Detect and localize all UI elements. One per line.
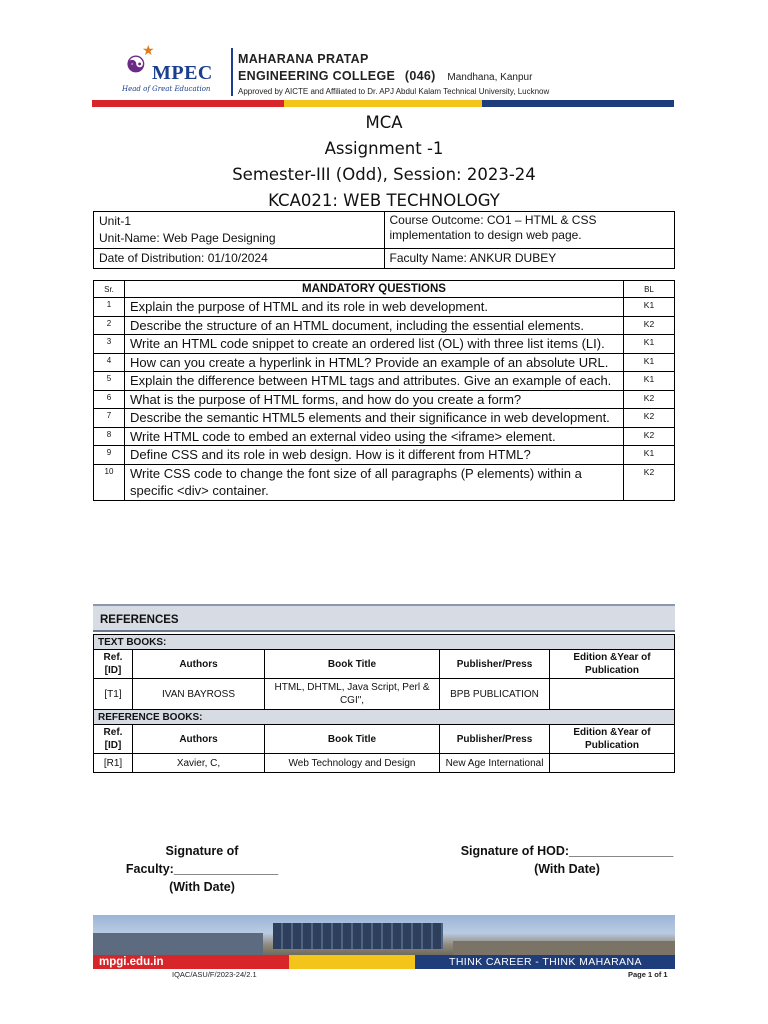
question-text: Explain the purpose of HTML and its role in web development. bbox=[125, 298, 624, 317]
question-number: 2 bbox=[94, 316, 125, 335]
question-row bbox=[94, 353, 675, 372]
question-number: 5 bbox=[94, 372, 125, 391]
college-name-line1: MAHARANA PRATAP bbox=[238, 52, 369, 66]
question-row bbox=[94, 390, 675, 409]
document-code: IQAC/ASU/F/2023-24/2.1 bbox=[172, 970, 257, 979]
question-number: 3 bbox=[94, 335, 125, 354]
question-row bbox=[94, 335, 675, 354]
faculty-signature-line: Signature of Faculty:_______________ bbox=[125, 844, 279, 876]
college-code: (046) bbox=[404, 69, 436, 83]
page-number: Page 1 of 1 bbox=[628, 970, 668, 979]
question-number: 10 bbox=[94, 464, 125, 500]
ref-authors: Xavier, C, bbox=[133, 754, 265, 773]
question-text: How can you create a hyperlink in HTML? Provide an example of an absolute URL. bbox=[125, 353, 624, 372]
question-row bbox=[94, 298, 675, 317]
table-row bbox=[94, 754, 675, 773]
distribution-date: Date of Distribution: 01/10/2024 bbox=[94, 249, 385, 269]
bloom-level: K1 bbox=[624, 298, 675, 317]
question-text: Describe the structure of an HTML document, including the essential elements. bbox=[125, 316, 624, 335]
ref-id: [T1] bbox=[94, 679, 133, 710]
footer-bar bbox=[93, 955, 675, 969]
bloom-level: K1 bbox=[624, 335, 675, 354]
bloom-level: K1 bbox=[624, 372, 675, 391]
ref-authors: IVAN BAYROSS bbox=[133, 679, 265, 710]
assignment-title: Assignment -1 bbox=[324, 139, 444, 158]
faculty-signature bbox=[92, 842, 312, 896]
questions-header: MANDATORY QUESTIONS bbox=[125, 281, 624, 298]
hod-signature-line: Signature of HOD:_______________ bbox=[460, 844, 674, 858]
question-text: Define CSS and its role in web design. How is it different from HTML? bbox=[125, 446, 624, 465]
question-text: Write an HTML code snippet to create an ordered list (OL) with three list items (LI). bbox=[125, 335, 624, 354]
star-icon: ★ bbox=[142, 42, 155, 58]
logo-text: MPEC bbox=[152, 62, 213, 84]
question-text: Write CSS code to change the font size of all paragraphs (P elements) within a specific <div> container. bbox=[125, 464, 624, 500]
question-text: Write HTML code to embed an external video using the <iframe> element. bbox=[125, 427, 624, 446]
ref-title: HTML, DHTML, Java Script, Perl & CGI", bbox=[265, 679, 440, 710]
table-row bbox=[94, 679, 675, 710]
questions-table bbox=[93, 280, 675, 501]
question-row bbox=[94, 316, 675, 335]
college-place: Mandhana, Kanpur bbox=[447, 72, 533, 83]
question-number: 8 bbox=[94, 427, 125, 446]
question-number: 9 bbox=[94, 446, 125, 465]
sr-header: Sr. bbox=[94, 281, 125, 298]
reference-books-label: REFERENCE BOOKS: bbox=[94, 710, 675, 725]
ref-title: Web Technology and Design bbox=[265, 754, 440, 773]
faculty-name: Faculty Name: ANKUR DUBEY bbox=[384, 249, 675, 269]
col-title: Book Title bbox=[265, 650, 440, 679]
col-ref-id: Ref. [ID] bbox=[94, 650, 133, 679]
bloom-level: K1 bbox=[624, 446, 675, 465]
college-name-line2 bbox=[238, 69, 532, 83]
hod-with-date: (With Date) bbox=[534, 862, 600, 876]
faculty-with-date: (With Date) bbox=[169, 880, 235, 894]
college-header bbox=[92, 44, 674, 106]
question-number: 6 bbox=[94, 390, 125, 409]
col-edition: Edition &Year of Publication bbox=[550, 650, 675, 679]
question-number: 7 bbox=[94, 409, 125, 428]
figure-icon: ☯ bbox=[126, 52, 146, 77]
course-outcome: Course Outcome: CO1 – HTML & CSS implementation to design web page. bbox=[384, 212, 675, 249]
header-color-bar bbox=[92, 100, 674, 107]
col-publisher: Publisher/Press bbox=[440, 650, 550, 679]
question-row bbox=[94, 372, 675, 391]
question-text: Explain the difference between HTML tags and attributes. Give an example of each. bbox=[125, 372, 624, 391]
text-books-label: TEXT BOOKS: bbox=[94, 635, 675, 650]
unit-number: Unit-1 bbox=[99, 214, 132, 228]
col-authors: Authors bbox=[133, 650, 265, 679]
col-title: Book Title bbox=[265, 725, 440, 754]
question-row bbox=[94, 464, 675, 500]
header-divider bbox=[231, 48, 233, 96]
campus-photo bbox=[93, 915, 675, 955]
ref-edition bbox=[550, 754, 675, 773]
approval-text: Approved by AICTE and Affiliated to Dr. APJ Abdul Kalam Technical University, Lucknow bbox=[238, 87, 550, 96]
references-heading: REFERENCES bbox=[93, 604, 675, 632]
bloom-level: K1 bbox=[624, 353, 675, 372]
bl-header: BL bbox=[624, 281, 675, 298]
unit-cell bbox=[94, 212, 385, 249]
course-info-table bbox=[93, 211, 675, 269]
website-link[interactable]: mpgi.edu.in bbox=[93, 955, 289, 969]
logo-tagline: Head of Great Education bbox=[122, 85, 211, 93]
col-publisher: Publisher/Press bbox=[440, 725, 550, 754]
footer-slogan: THINK CAREER - THINK MAHARANA bbox=[415, 955, 675, 969]
question-row bbox=[94, 427, 675, 446]
bloom-level: K2 bbox=[624, 409, 675, 428]
bloom-level: K2 bbox=[624, 464, 675, 500]
program-title: MCA bbox=[365, 113, 403, 132]
course-title: KCA021: WEB TECHNOLOGY bbox=[268, 191, 500, 210]
session-title: Semester-III (Odd), Session: 2023-24 bbox=[232, 165, 536, 184]
unit-name: Unit-Name: Web Page Designing bbox=[99, 231, 276, 245]
hod-signature bbox=[460, 842, 674, 878]
ref-publisher: New Age International bbox=[440, 754, 550, 773]
ref-publisher: BPB PUBLICATION bbox=[440, 679, 550, 710]
ref-id: [R1] bbox=[94, 754, 133, 773]
references-table bbox=[93, 634, 675, 773]
mpec-logo bbox=[100, 44, 226, 100]
question-number: 4 bbox=[94, 353, 125, 372]
question-number: 1 bbox=[94, 298, 125, 317]
assignment-titles bbox=[0, 110, 768, 214]
ref-edition bbox=[550, 679, 675, 710]
college-name: ENGINEERING COLLEGE bbox=[238, 69, 396, 83]
col-ref-id: Ref. [ID] bbox=[94, 725, 133, 754]
bloom-level: K2 bbox=[624, 316, 675, 335]
question-row bbox=[94, 409, 675, 428]
bloom-level: K2 bbox=[624, 390, 675, 409]
question-text: Describe the semantic HTML5 elements and their significance in web development. bbox=[125, 409, 624, 428]
question-row bbox=[94, 446, 675, 465]
bloom-level: K2 bbox=[624, 427, 675, 446]
col-authors: Authors bbox=[133, 725, 265, 754]
question-text: What is the purpose of HTML forms, and how do you create a form? bbox=[125, 390, 624, 409]
col-edition: Edition &Year of Publication bbox=[550, 725, 675, 754]
